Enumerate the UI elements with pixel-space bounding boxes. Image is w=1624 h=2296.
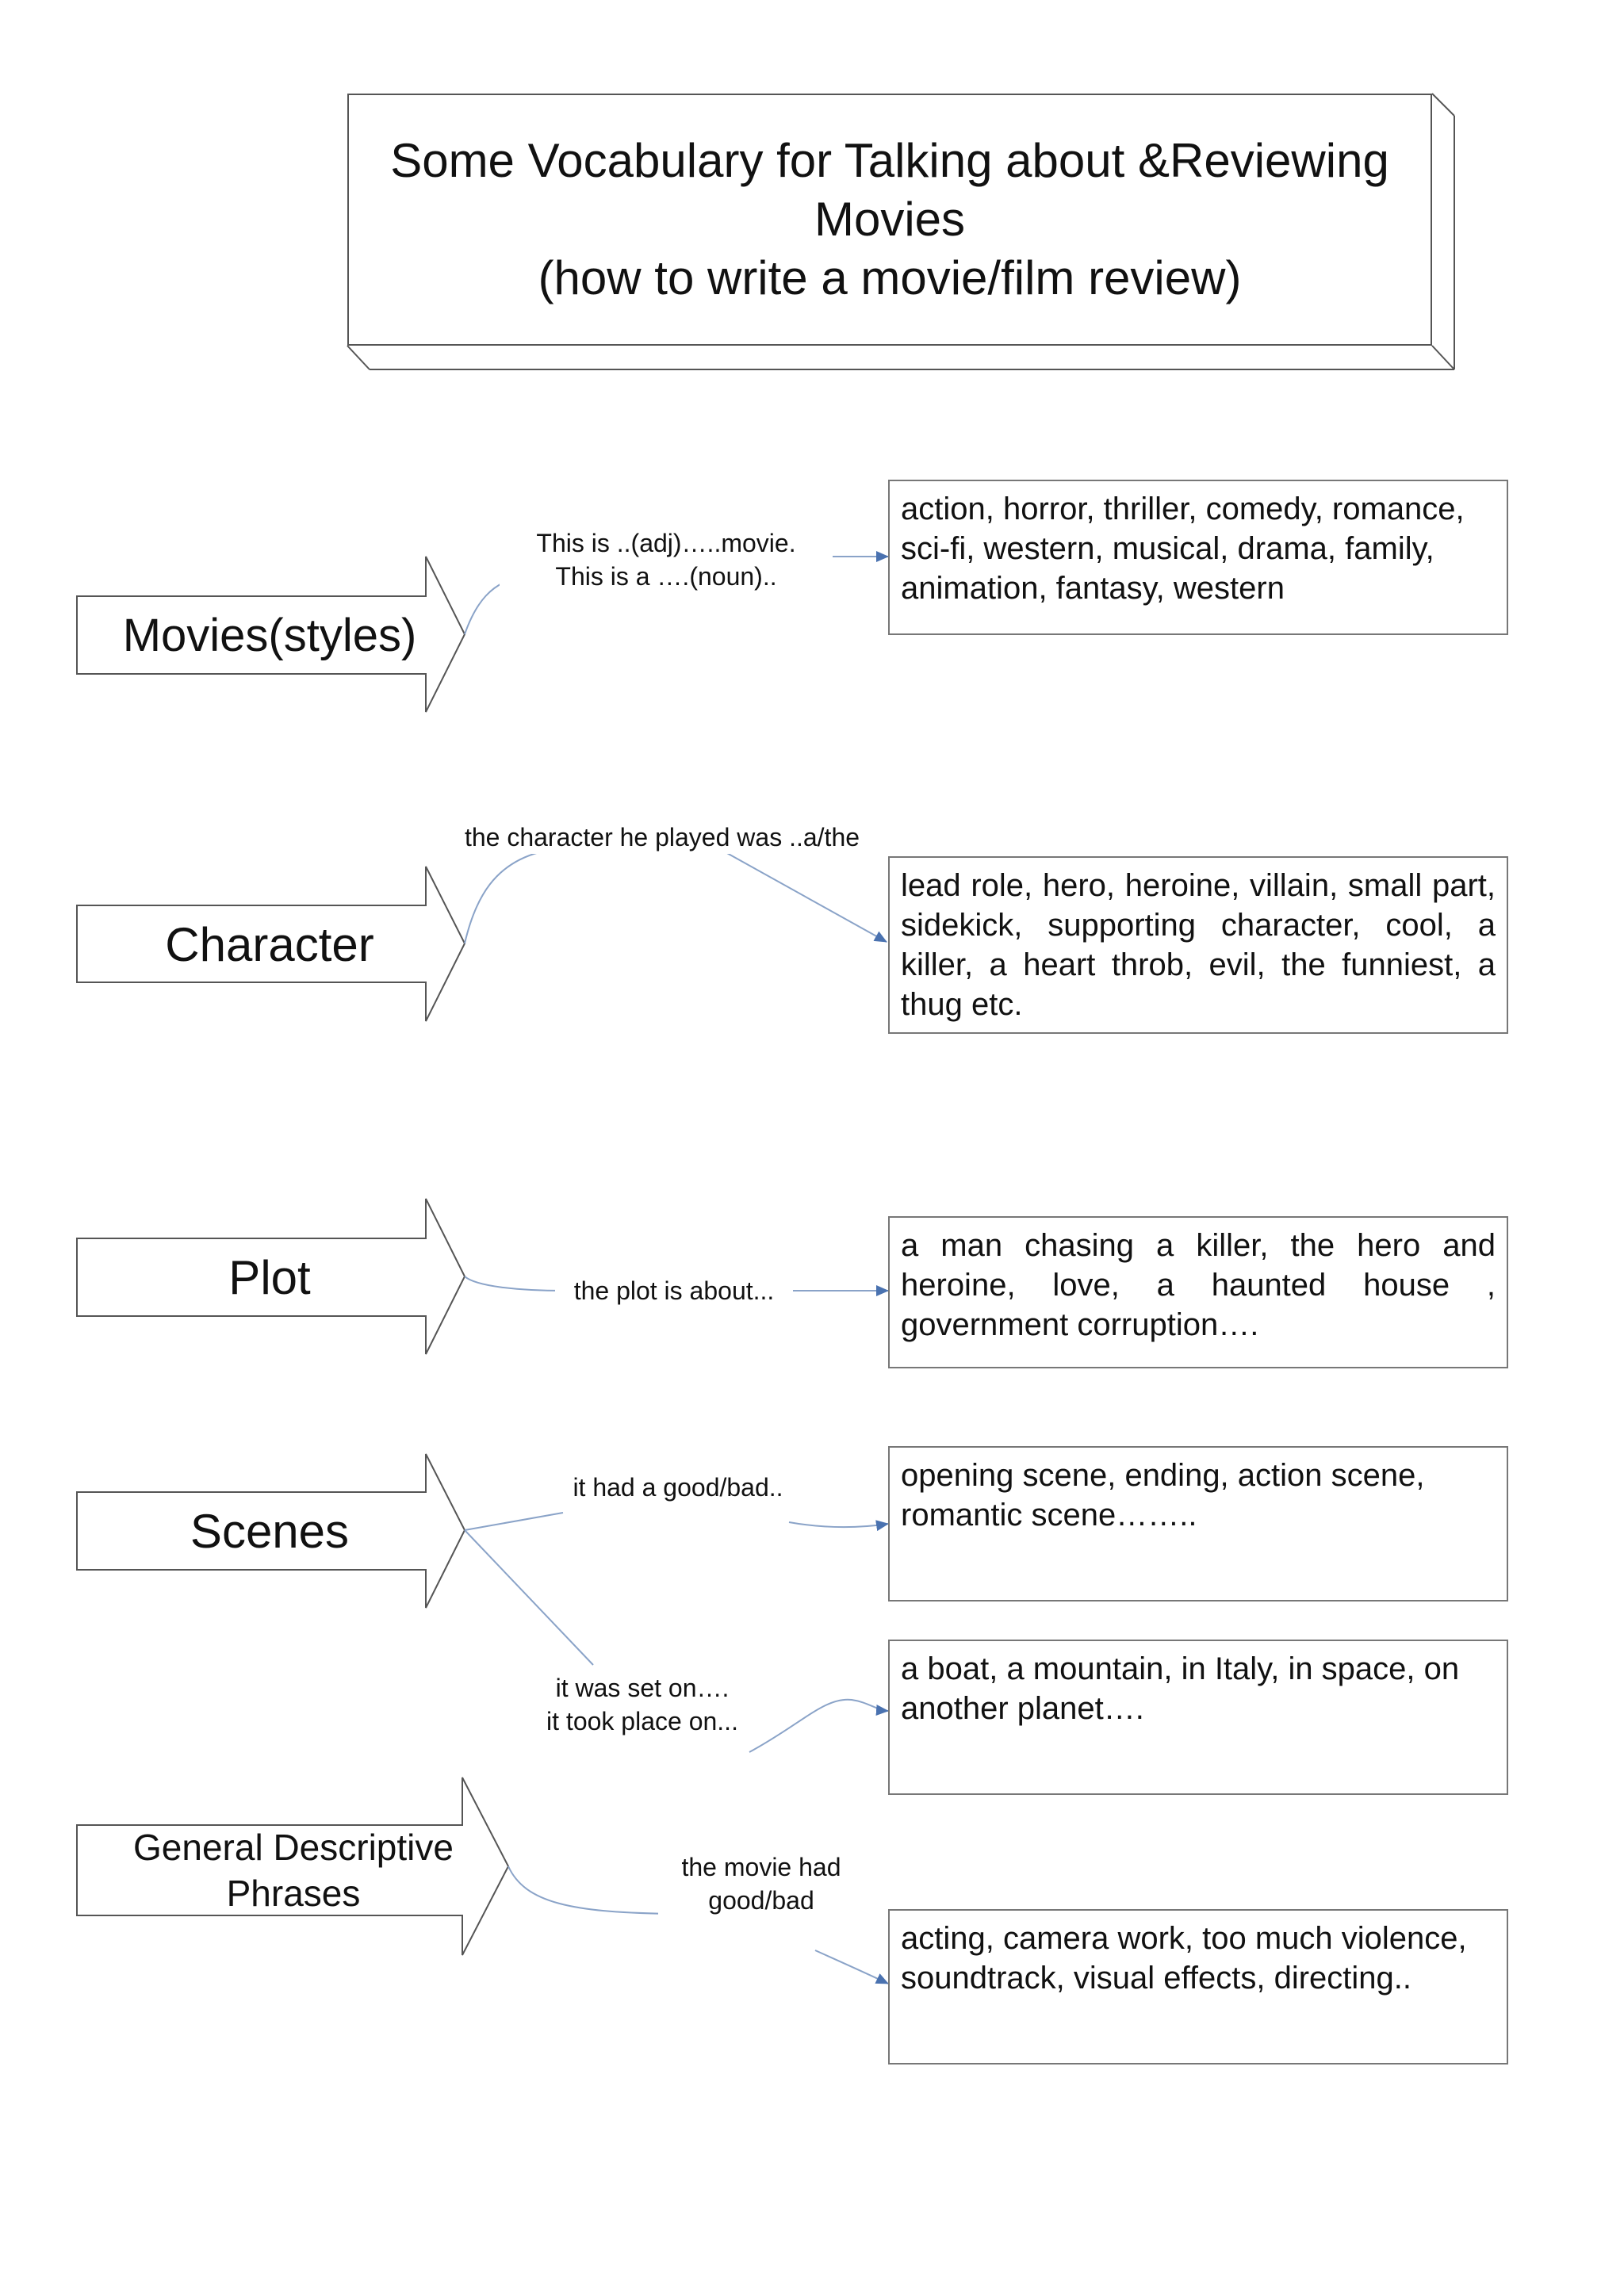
title-line-1: Some Vocabulary for Talking about &Reviewing	[390, 134, 1389, 187]
connector-text-character	[436, 821, 888, 854]
connector-line-text: good/bad	[708, 1886, 814, 1915]
connector-line-scenes-a	[465, 1513, 563, 1530]
connector-text-movies	[500, 526, 833, 593]
connector-line-text: it was set on….	[555, 1674, 730, 1702]
title-line-3: (how to write a movie/film review)	[538, 251, 1242, 304]
vocab-box-scenes-a: opening scene, ending, action scene, romantic scene……..	[888, 1446, 1508, 1601]
vocab-box-character: lead role, hero, heroine, villain, small part, sidekick, supporting character, cool, a killer, a heart throb, evil, the funniest, a thug etc.	[888, 856, 1508, 1034]
connector-line-text: This is ..(adj)…..movie.	[536, 529, 796, 557]
arrow-label-general: General Descriptive Phrases	[133, 1827, 454, 1914]
arrow-label-plot: Plot	[228, 1250, 311, 1304]
arrow-label-character: Character	[165, 917, 374, 971]
connector-line-plot-a	[465, 1276, 565, 1291]
connector-text-scenes-a	[555, 1471, 801, 1504]
vocab-box-general: acting, camera work, too much violence, soundtrack, visual effects, directing..	[888, 1909, 1508, 2064]
title-box	[347, 94, 1432, 346]
vocab-box-plot: a man chasing a killer, the hero and heroine, love, a haunted house , government corruption….	[888, 1216, 1508, 1368]
connector-line-general-b	[815, 1950, 888, 1984]
arrow-label-scenes: Scenes	[190, 1504, 350, 1558]
connector-line-character-a	[465, 852, 539, 943]
arrow-label-movies: Movies(styles)	[122, 609, 417, 661]
connector-line-text: This is a ….(noun)..	[555, 562, 777, 591]
connector-line-text: it had a good/bad..	[573, 1473, 783, 1502]
connector-text-general	[658, 1850, 864, 1917]
connector-line-text: the plot is about...	[573, 1276, 775, 1305]
connector-line-text: it took place on...	[546, 1707, 738, 1735]
title-line-2: Movies	[814, 193, 966, 246]
connector-line-scenes-d	[749, 1700, 888, 1752]
page-title	[390, 132, 1389, 308]
connector-line-general-a	[508, 1866, 678, 1914]
connector-line-text: the movie had	[681, 1853, 841, 1881]
connector-text-plot	[555, 1274, 793, 1307]
connector-line-text: the character he played was ..a/the	[464, 823, 860, 851]
connector-line-character-b	[726, 852, 887, 942]
vocab-box-movies: action, horror, thriller, comedy, romance, sci-fi, western, musical, drama, family, animation, fantasy, western	[888, 480, 1508, 635]
connector-line-scenes-c	[465, 1530, 593, 1665]
connector-text-scenes-b	[523, 1671, 761, 1738]
vocab-box-scenes-b: a boat, a mountain, in Italy, in space, on another planet….	[888, 1640, 1508, 1795]
connector-line-scenes-b	[789, 1522, 888, 1527]
